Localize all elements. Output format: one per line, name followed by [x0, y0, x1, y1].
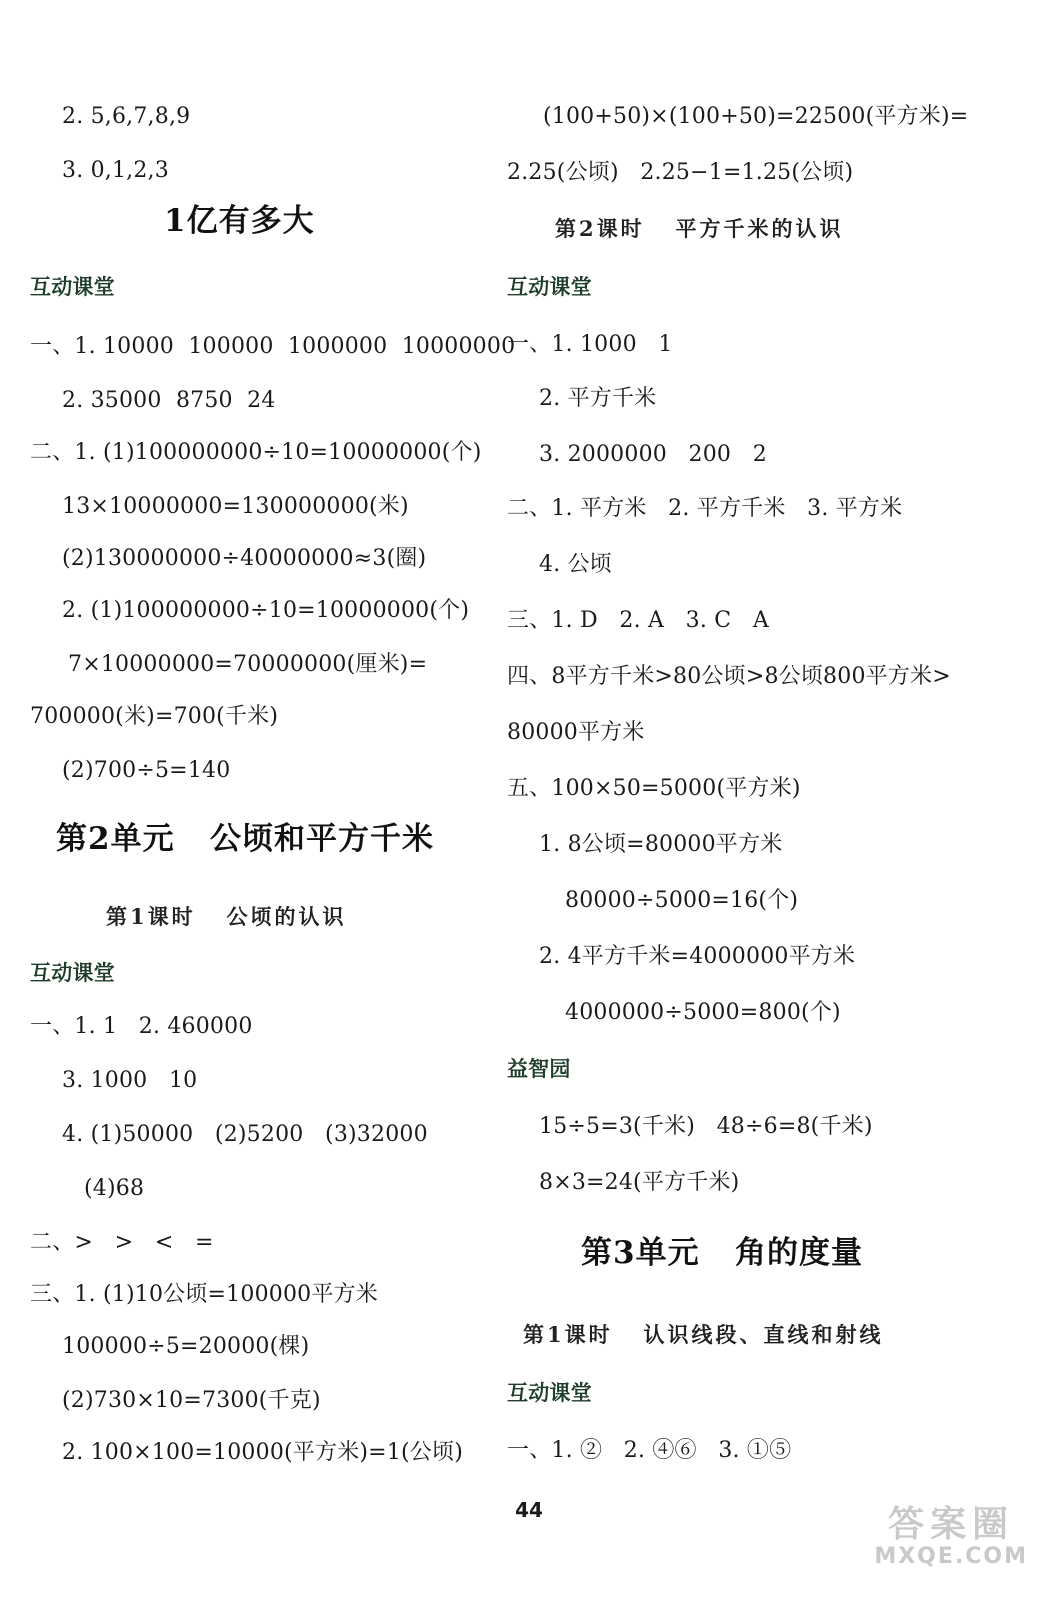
lesson-title: 第1课时 公顷的认识: [106, 904, 347, 929]
text-line: 一、1. 1 2. 460000: [30, 1014, 253, 1039]
text-line: 80000÷5000=16(个): [565, 888, 799, 913]
text-line: 15÷5=3(千米) 48÷6=8(千米): [539, 1114, 873, 1139]
text-line: 2. 35000 8750 24: [62, 388, 276, 413]
section-heading: 互动课堂: [30, 961, 115, 985]
text-line: 2. 4平方千米=4000000平方米: [539, 944, 856, 969]
watermark-url: MXQE.COM: [874, 1544, 1028, 1569]
text-line: 2. 平方千米: [539, 386, 657, 411]
text-line: 二、> > < =: [30, 1230, 214, 1255]
text-line: 2. (1)100000000÷10=10000000(个): [62, 598, 470, 623]
unit-title: 第2单元 公顷和平方千米: [56, 821, 434, 857]
text-line: 3. 1000 10: [62, 1068, 198, 1093]
text-line: 13×10000000=130000000(米): [62, 494, 409, 519]
text-line: 4. 公顷: [539, 552, 612, 577]
unit-title: 1亿有多大: [164, 203, 315, 239]
lesson-title: 第1课时 认识线段、直线和射线: [523, 1322, 884, 1347]
section-heading: 互动课堂: [507, 1381, 592, 1405]
text-line: 2.25(公顷) 2.25−1=1.25(公顷): [507, 160, 854, 185]
text-line: 二、1. 平方米 2. 平方千米 3. 平方米: [507, 496, 903, 521]
section-heading: 互动课堂: [30, 275, 115, 299]
text-line: 4. (1)50000 (2)5200 (3)32000: [62, 1122, 428, 1147]
text-line: (100+50)×(100+50)=22500(平方米)=: [543, 104, 969, 129]
page-number: 44: [515, 1498, 543, 1522]
text-line: 80000平方米: [507, 720, 645, 745]
text-line: (2)700÷5=140: [62, 758, 231, 783]
text-line: 四、8平方千米>80公顷>8公顷800平方米>: [507, 664, 951, 689]
section-heading: 互动课堂: [507, 275, 592, 299]
text-line: 3. 2000000 200 2: [539, 442, 767, 467]
text-line: 4000000÷5000=800(个): [565, 1000, 841, 1025]
text-line: (2)730×10=7300(千克): [62, 1388, 321, 1413]
text-line: 一、1. 10000 100000 1000000 10000000: [30, 334, 516, 359]
text-line: 一、1. ② 2. ④⑥ 3. ①⑤: [507, 1438, 792, 1463]
text-line: 一、1. 1000 1: [507, 332, 673, 357]
text-line: 五、100×50=5000(平方米): [507, 776, 801, 801]
unit-title: 第3单元 角的度量: [581, 1235, 863, 1271]
text-line: 7×10000000=70000000(厘米)=: [68, 652, 428, 677]
text-line: 700000(米)=700(千米): [30, 704, 279, 729]
text-line: (2)130000000÷40000000≈3(圈): [62, 546, 427, 571]
section-heading: 益智园: [507, 1057, 571, 1081]
text-line: 三、1. D 2. A 3. C A: [507, 608, 769, 633]
text-line: 2. 5,6,7,8,9: [62, 104, 191, 129]
text-line: 1. 8公顷=80000平方米: [539, 832, 783, 857]
text-line: (4)68: [84, 1176, 145, 1201]
text-line: 2. 100×100=10000(平方米)=1(公顷): [62, 1440, 463, 1465]
text-line: 100000÷5=20000(棵): [62, 1334, 310, 1359]
lesson-title: 第2课时 平方千米的认识: [555, 216, 844, 241]
text-line: 8×3=24(平方千米): [539, 1170, 740, 1195]
text-line: 三、1. (1)10公顷=100000平方米: [30, 1282, 378, 1307]
watermark-logo: [874, 1505, 1028, 1569]
watermark-top: 答案圈: [888, 1504, 1015, 1545]
text-line: 3. 0,1,2,3: [62, 158, 169, 183]
text-line: 二、1. (1)100000000÷10=10000000(个): [30, 440, 482, 465]
